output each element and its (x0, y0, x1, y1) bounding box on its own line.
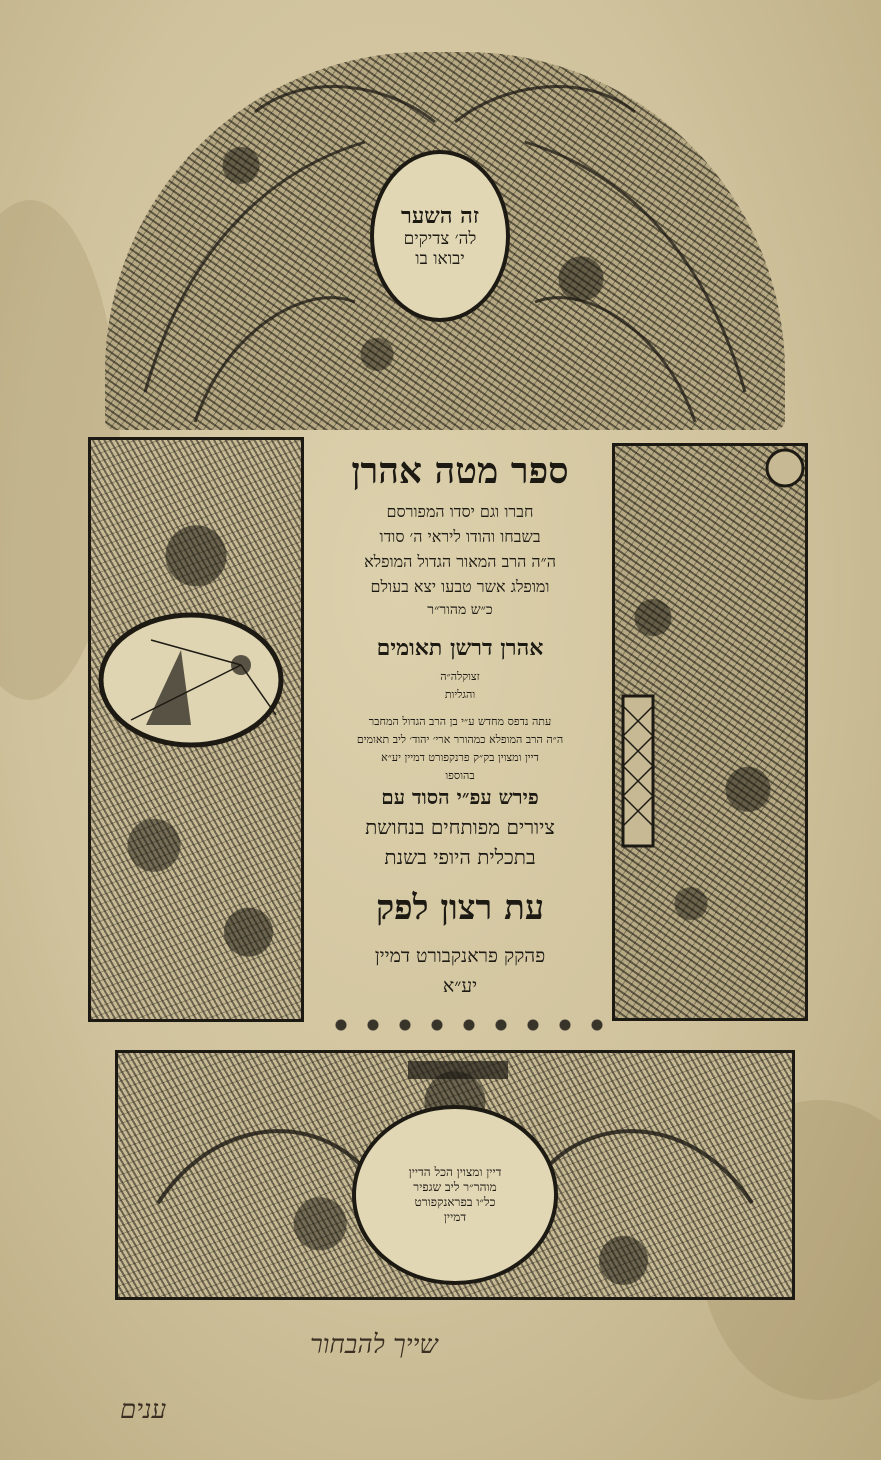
cartouche-line-2: לה׳ צדיקים (403, 229, 477, 249)
title-line-8: זצוקלה״ה (440, 670, 480, 683)
printer-mark-cartouche (352, 1105, 558, 1285)
imprint-suffix: יע״א (442, 975, 478, 997)
title-line-9: והגליות (444, 688, 476, 701)
book-title: ספר מטה אהרן (351, 450, 569, 492)
title-text-block (310, 440, 610, 1020)
handwritten-line-1: שייך להבחור (310, 1330, 438, 1360)
author-name: אהרן דרשן תאומים (376, 635, 544, 661)
cartouche-line-3: יבואו בו (415, 249, 465, 269)
title-line-3: בשבחו והודו ליראי ה׳ סודו (379, 527, 541, 546)
title-line-10: עתה נדפס מחדש ע״י בן הרב הגדול המחבר (368, 715, 552, 728)
printer-mark-line-2: מוהר״ר ליב שגפיר (413, 1180, 497, 1194)
title-line-6: כ״ש מהור״ר (427, 602, 493, 618)
title-line-2: חברו וגם יסדו המפורסם (386, 502, 534, 521)
floral-engraving (615, 446, 805, 1018)
title-line-13: בהוספו (445, 769, 475, 782)
imprint-place: פהקק פראנקבורט דמיין (374, 945, 546, 967)
title-line-4: ה״ה הרב המאור הגדול המופלא (364, 552, 556, 571)
printer-mark-line-3: כל״ו בפראנקפורט (414, 1195, 496, 1209)
fleuron-row (325, 1015, 610, 1035)
printer-mark-line-4: דמיין (443, 1210, 467, 1224)
title-line-14: פירש עפ״י הסוד עם (381, 785, 539, 809)
top-cartouche (370, 150, 510, 322)
right-woodcut-panel (612, 443, 808, 1021)
handwritten-line-2: ענים (120, 1395, 167, 1425)
title-line-16: בתכלית היופי בשנת (384, 845, 536, 869)
title-line-15: ציורים מפותחים בנחושת (365, 815, 555, 839)
title-line-12: דיין ומצוין בק״ק פרנקפורט דמיין יע״א (381, 751, 539, 764)
putti-vignette-engraving (91, 440, 301, 1020)
printer-mark-line-1: דיין ומצוין הכל הדיין (408, 1165, 502, 1179)
title-line-5: ומופלג אשר טבעו יצא בעולם (370, 577, 550, 596)
title-line-11: ה״ה הרב המופלא כמהורר ארי׳ יהוד׳ ליב תאומים (356, 733, 564, 746)
cartouche-line-1: זה השער (401, 203, 479, 229)
left-woodcut-panel (88, 437, 304, 1022)
year-chronogram: עת רצון לפק (375, 888, 545, 928)
